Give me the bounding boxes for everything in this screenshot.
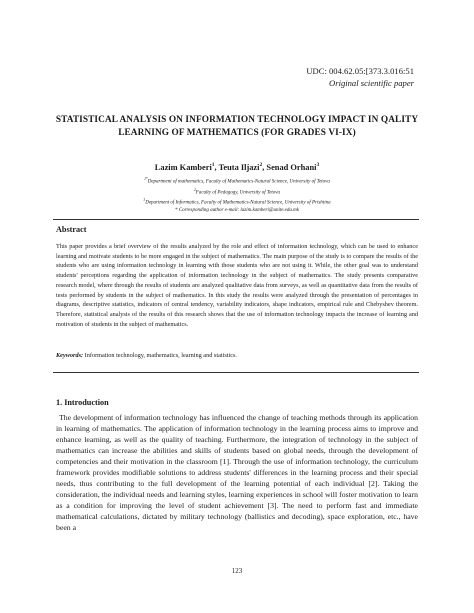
abstract-body: This paper provides a brief overview of the results analyzed by the role and effect of information technology, which can be used to enhance learning and motivate students to be more engaged in the subject of mathematics. The main purpose of the study is to compare the results of the students who are using information technology in learning with those students who are not using it. While, the other goal was to understand students' perceptions regarding the application of information technology in the subject of mathematics. The study presents comparative research model, where through the results of students are analyzed qualitative data from surveys, as well as quantitative data from the results of tests performed by students in the subject of mathematics. In this study the results were analyzed through the presentation of percentages in diagrams, descriptive statistics, indicators of central tendency, variability indicators, shape indicators, empirical rule and Chebyshev theorem. Therefore, statistical analysis of the results of this research shows that the use of information technology impacts the increase of learning and motivation of students in the subject of mathematics. (56, 243, 418, 328)
keywords-text: Information technology, mathematics, learning and statistics. (83, 352, 237, 359)
affiliation-marker: 1* (144, 177, 148, 181)
paper-type: Original scientific paper (329, 77, 414, 88)
affiliation-text: Department of Informatics, Faculty of Mathematics-Natural Science, University of Prishtina (145, 200, 331, 206)
divider-top (53, 219, 419, 220)
affiliation-text: Faculty of Pedagogy, University of Tetova (195, 190, 281, 196)
paper-title: STATISTICAL ANALYSIS ON INFORMATION TECHNOLOGY IMPACT IN QALITY LEARNING OF MATHEMATICS (FOR GRADES VI-IX) (55, 115, 419, 138)
author-list (0, 162, 474, 172)
affiliations (40, 176, 434, 215)
author-superscript: 3 (316, 162, 320, 168)
affiliation-marker: 3 (143, 198, 146, 203)
author-name: Lazim Kamberi (154, 162, 212, 172)
affiliation-marker: 2 (193, 187, 196, 192)
page-number: 123 (231, 567, 243, 575)
corresponding-author: * Corresponding author e-mail: lazim.kamberi@unite.edu.mk (175, 207, 299, 213)
introduction-body: The development of information technology has influenced the change of teaching methods through its application in learning of mathematics. The application of information technology in the learning process aims to improve and enhance learning, as well as the quality of teaching. Furthermore, the integration of technology in the subject of mathematics can increase the abilities and skills of students based on global needs, through the development of competencies and their motivation in the classroom [1]. Through the use of information technology, the curriculum framework provides modifiable solutions to address students' differences in the learning process and their special needs, thus contributing to the full development of the learning potential of each individual [2]. Taking the consideration, the individual needs and learning styles, learning experiences in school will foster motivation to learn as a condition for improving the level of student achievement [3]. The need to perform fast and immediate mathematical calculations, dictated by military technology (ballistics and decoding), space exploration, etc., have been a (56, 413, 418, 533)
author-separator: , (262, 162, 267, 172)
keywords-line (56, 352, 418, 359)
abstract-heading: Abstract (56, 225, 87, 234)
divider-bottom (53, 372, 419, 373)
affiliation-line (40, 187, 434, 198)
author-superscript: 1 (211, 162, 215, 168)
author-separator: , (214, 162, 219, 172)
section-heading: 1. Introduction (56, 398, 109, 407)
keywords-label: Keywords: (56, 352, 84, 359)
udc-code: UDC: 004.62.05:[373.3.016:51 (306, 66, 414, 76)
author-name: Senad Orhani (266, 162, 317, 172)
affiliation-line (40, 197, 434, 208)
article-meta (306, 66, 414, 89)
author-superscript: 2 (259, 162, 263, 168)
affiliation-line (40, 176, 434, 187)
author-name: Teuta Iljazi (218, 162, 260, 172)
affiliation-text: Department of mathematics, Faculty of Mathematics-Natural Science, University of Tetova (147, 179, 330, 185)
